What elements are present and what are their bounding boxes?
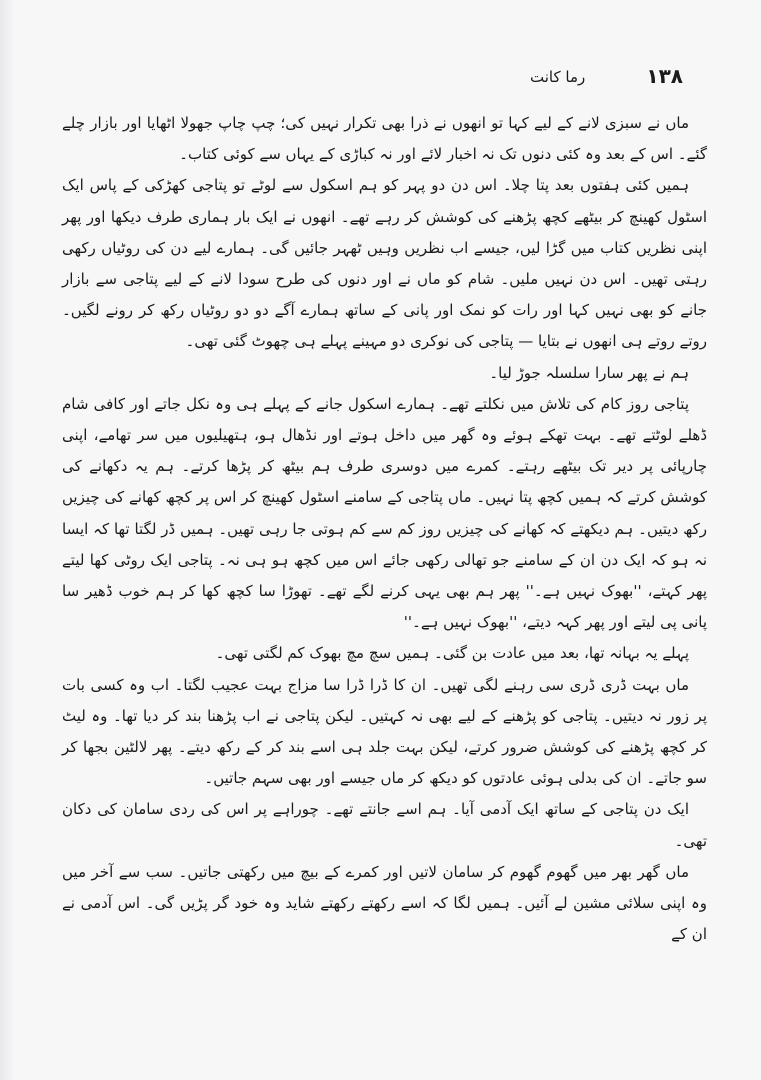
paragraph-6: ماں بہت ڈری ڈری سی رہنے لگی تھیں۔ ان کا ڈرا ڈرا سا مزاج بہت عجیب لگتا۔ اب وہ کسی بات پر زور نہ دیتیں۔ پتاجی کو پڑھنے کے لیے بھی نہ کہتیں۔ لیکن پتاجی نے اب پڑھنا بند کر دیا تھا۔ وہ لیٹ کر کچھ پڑھنے کی کوشش ضرور کرتے، لیکن بہت جلد ہی اسے بند کر کے رکھ دیتے۔ پھر لالٹین بجھا کر سو جاتے۔ ان کی بدلی ہوئی عادتوں کو دیکھ کر ماں جیسے اور بھی سہم جاتیں۔: [62, 675, 707, 788]
page-header: [0, 60, 761, 100]
running-title: رما کانت: [530, 68, 586, 86]
page-edge-shadow: [0, 0, 14, 1080]
paragraph-5: پہلے یہ بہانہ تھا، بعد میں عادت بن گئی۔ ہمیں سچ مچ بھوک کم لگتی تھی۔: [215, 644, 689, 663]
paragraph-4: پتاجی روز کام کی تلاش میں نکلتے تھے۔ ہمارے اسکول جانے کے پہلے ہی وہ نکل جاتے اور کافی شام ڈھلے لوٹتے تھے۔ بہت تھکے ہوئے وہ گھر میں داخل ہوتے اور نڈھال ہو، ہتھیلیوں میں سر تھامے، اپنی چارپائی پر دیر تک بیٹھے رہتے۔ کمرے میں دوسری طرف ہم بیٹھ کر پڑھا کرتے۔ ہم یہ دکھانے کی کوشش کرتے کہ ہمیں کچھ پتا نہیں۔ ماں پتاجی کے سامنے اسٹول کھینچ کر اس پر کچھ کھانے کی چیزیں رکھ دیتیں۔ ہم دیکھتے کہ کھانے کی چیزیں روز کم سے کم ہوتی جا رہی تھیں۔ ہمیں ڈر لگتا تھا کہ ایسا نہ ہو کہ ایک دن ان کے سامنے جو تھالی رکھی جائے اس میں کچھ ہو ہی نہ۔ پتاجی ایک روٹی کھا لیتے پھر کہتے، ''بھوک نہیں ہے۔'' پھر ہم بھی یہی کرنے لگے تھے۔ تھوڑا سا کچھ کھا کر ہم خوب ڈھیر سا پانی پی لیتے اور پھر کہہ دیتے، ''بھوک نہیں ہے۔'': [62, 394, 707, 632]
paragraph-1: ماں نے سبزی لانے کے لیے کہا تو انھوں نے ذرا بھی تکرار نہیں کی؛ چپ چاپ جھولا اٹھایا اور بازار چلے گئے۔ اس کے بعد وہ کئی دنوں تک نہ اخبار لائے اور نہ کباڑی کے یہاں سے کوئی کتاب۔: [62, 114, 707, 164]
page-number: ۱۳۸: [646, 64, 683, 88]
paragraph-7: ایک دن پتاجی کے ساتھ ایک آدمی آیا۔ ہم اسے جانتے تھے۔ چوراہے پر اس کی ردی سامان کی دکان تھی۔: [62, 800, 707, 850]
paragraph-8: ماں گھر بھر میں گھوم گھوم کر سامان لاتیں اور کمرے کے بیچ میں رکھتی جاتیں۔ سب سے آخر میں وہ اپنی سلائی مشین لے آئیں۔ ہمیں لگا کہ اسے رکھتے رکھتے شاید وہ خود گر پڑیں گی۔ اس آدمی نے ان کے: [62, 862, 707, 944]
paragraph-3: ہم نے پھر سارا سلسلہ جوڑ لیا۔: [489, 363, 689, 382]
page-body: [62, 108, 707, 950]
paragraph-2: ہمیں کئی ہفتوں بعد پتا چلا۔ اس دن دو پہر کو ہم اسکول سے لوٹے تو پتاجی کھڑکی کے پاس ایک اسٹول کھینچ کر بیٹھے کچھ پڑھنے کی کوشش کر رہے تھے۔ انھوں نے ایک بار ہماری طرف دیکھا اور پھر اپنی نظریں کتاب میں گڑا لیں، جیسے اب نظریں وہیں ٹھہر جائیں گی۔ ہمارے لیے دن کی روٹیاں رکھی رہتی تھیں۔ اس دن نہیں ملیں۔ شام کو ماں نے اور دنوں کی طرح سودا لانے کے لیے پتاجی سے بازار جانے کو بھی نہیں کہا اور رات کو نمک اور پانی کے ساتھ ہمارے آگے دو دو روٹیاں رکھ کر رونے لگیں۔ روتے روتے ہی انھوں نے بتایا — پتاجی کی نوکری دو مہینے پہلے ہی چھوٹ گئی تھی۔: [62, 176, 707, 351]
